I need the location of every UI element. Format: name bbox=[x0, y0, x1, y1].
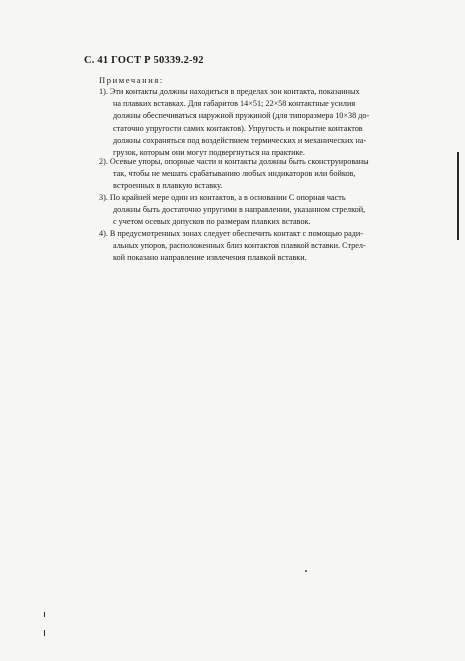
scan-mark bbox=[44, 630, 45, 636]
note-item-2 bbox=[99, 156, 369, 193]
note-text: В предусмотренных зонах следует обеспечить контакт с помощью ради- bbox=[109, 229, 364, 238]
note-line: должны обеспечиваться наружной пружиной (для типоразмера 10×38 до- bbox=[113, 111, 370, 121]
note-line: на плавких вставках. Для габаритов 14×51; 22×58 контактные усилия bbox=[113, 99, 356, 109]
note-text: Эти контакты должны находиться в пределах зон контакта, показанных bbox=[109, 87, 360, 96]
page-header: С. 41 ГОСТ Р 50339.2-92 bbox=[84, 55, 204, 66]
note-line: должны быть достаточно упругими в направлении, указанном стрелкой, bbox=[113, 205, 366, 215]
note-line bbox=[99, 228, 366, 240]
note-line bbox=[99, 156, 369, 168]
note-text: Осевые упоры, опорные части и контакты должны быть сконструированы bbox=[109, 157, 369, 166]
note-line: встроенных в плавкую вставку. bbox=[113, 181, 223, 191]
note-number: 4). bbox=[99, 229, 108, 238]
note-number: 1). bbox=[99, 87, 108, 96]
note-number: 2). bbox=[99, 157, 108, 166]
note-line: грузок, которым они могут подвергнуться на практике. bbox=[113, 148, 305, 158]
note-number: 3). bbox=[99, 193, 108, 202]
note-line: статочно упругости самих контактов). Упругость и покрытие контактов bbox=[113, 123, 363, 133]
note-line: кой показано направление извлечения плавкой вставки. bbox=[113, 253, 307, 263]
margin-change-bar bbox=[457, 152, 459, 240]
note-item-3 bbox=[99, 192, 365, 229]
note-line: альных упоров, расположенных близ контактов плавкой вставки. Стрел- bbox=[113, 241, 366, 251]
notes-heading: Примечания: bbox=[99, 75, 164, 85]
note-text: По крайней мере один из контактов, а в основании С опорная часть bbox=[109, 193, 346, 202]
note-line bbox=[99, 192, 365, 204]
note-line: должны сохраняться под воздействием термических и механических на- bbox=[113, 135, 367, 145]
note-line bbox=[99, 86, 369, 98]
note-item-1 bbox=[99, 86, 369, 159]
note-line: с учетом осевых допусков по размерам плавких вставок. bbox=[113, 217, 311, 227]
note-item-4 bbox=[99, 228, 366, 265]
scan-mark bbox=[44, 612, 45, 617]
scan-speck bbox=[305, 570, 307, 572]
note-line: так, чтобы не мешать срабатыванию любых индикаторов или бойков, bbox=[113, 169, 356, 179]
